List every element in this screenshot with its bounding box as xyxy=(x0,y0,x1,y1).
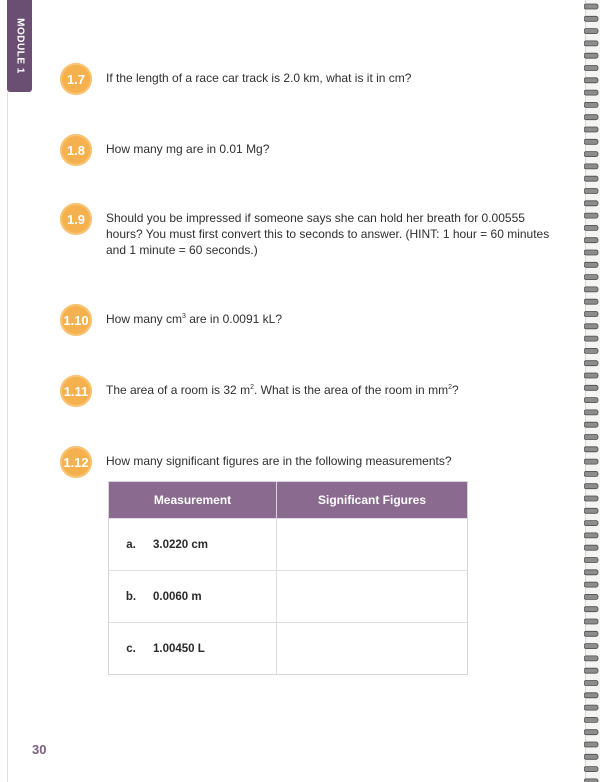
spiral-coil xyxy=(584,508,598,513)
column-header-significant-figures: Significant Figures xyxy=(317,493,426,507)
spiral-coil xyxy=(584,668,598,673)
spiral-coil xyxy=(584,521,598,526)
spiral-coil xyxy=(584,41,598,46)
measurement-value: 0.0060 m xyxy=(153,590,202,603)
spiral-coil xyxy=(584,730,598,735)
question-number-badge: 1.10 xyxy=(60,304,92,336)
spiral-coil xyxy=(584,361,598,366)
spiral-coil xyxy=(584,225,598,230)
measurement-cell xyxy=(109,623,277,674)
spiral-coil xyxy=(584,250,598,255)
question-text: Should you be impressed if someone says she can hold her breath for 0.00555 hours? You must first convert this to seconds to answer. (HINT: 1 hour = 60 minutes and 1 minute = 60 seconds.) xyxy=(106,211,550,257)
question-text: The area of a room is 32 $m^2$. What is the area of the room in $mm^2$? xyxy=(106,383,459,397)
spiral-coil xyxy=(584,410,598,415)
measurement-value: 1.00450 L xyxy=(153,642,205,655)
answer-cell[interactable] xyxy=(277,519,467,570)
spiral-coil xyxy=(584,631,598,636)
row-label: a. xyxy=(126,538,136,551)
spiral-coil xyxy=(584,348,598,353)
spiral-coil xyxy=(584,275,598,280)
table-row xyxy=(109,622,467,674)
spiral-coil xyxy=(584,717,598,722)
measurement-cell xyxy=(109,519,277,570)
spiral-coil xyxy=(584,705,598,710)
spiral-coil xyxy=(584,607,598,612)
spiral-coil xyxy=(584,447,598,452)
spiral-coil xyxy=(584,681,598,686)
row-label: b. xyxy=(125,590,137,603)
question-number-badge: 1.12 xyxy=(60,446,92,478)
spiral-coil xyxy=(584,373,598,378)
spiral-coil xyxy=(584,53,598,58)
margin-rule xyxy=(7,92,8,782)
spiral-coil xyxy=(584,189,598,194)
question-number-badge: 1.9 xyxy=(60,203,92,235)
spiral-coil xyxy=(584,545,598,550)
module-tab-label: MODULE 1 xyxy=(14,18,25,74)
measurement-cell xyxy=(109,571,277,622)
spiral-coil xyxy=(584,176,598,181)
spiral-coil xyxy=(584,754,598,759)
spiral-coil xyxy=(584,4,598,9)
spiral-coil xyxy=(584,533,598,538)
spiral-coil xyxy=(584,471,598,476)
spiral-coil xyxy=(584,336,598,341)
question-number-badge: 1.7 xyxy=(60,63,92,95)
spiral-coil xyxy=(584,385,598,390)
question-text: If the length of a race car track is 2.0 km, what is it in cm? xyxy=(106,71,412,85)
table-header xyxy=(109,482,467,518)
page-number: 30 xyxy=(32,742,47,757)
spiral-binding xyxy=(584,0,600,782)
question-text: How many significant figures are in the following measurements? xyxy=(106,454,452,468)
spiral-coil xyxy=(584,656,598,661)
answer-cell[interactable] xyxy=(277,623,467,674)
spiral-coil xyxy=(584,127,598,132)
spiral-coil xyxy=(584,152,598,157)
spiral-coil xyxy=(584,78,598,83)
spiral-coil xyxy=(584,693,598,698)
spiral-coil xyxy=(584,201,598,206)
spiral-coil xyxy=(584,582,598,587)
table-row xyxy=(109,518,467,570)
table-row xyxy=(109,570,467,622)
question-text: How many $cm^3$ are in 0.0091 kL? xyxy=(106,312,282,326)
spiral-coil xyxy=(584,139,598,144)
spiral-coil xyxy=(584,324,598,329)
module-tab xyxy=(7,0,32,92)
spiral-coil xyxy=(584,644,598,649)
question-text: How many mg are in 0.01 Mg? xyxy=(106,142,270,156)
spiral-coil xyxy=(584,459,598,464)
sig-figs-table xyxy=(108,481,468,675)
spiral-coil xyxy=(584,29,598,34)
spiral-coil xyxy=(584,66,598,71)
spiral-coil xyxy=(584,115,598,120)
spiral-coil xyxy=(584,90,598,95)
spiral-coil xyxy=(584,238,598,243)
spiral-coil xyxy=(584,299,598,304)
spiral-coil xyxy=(584,435,598,440)
answer-cell[interactable] xyxy=(277,571,467,622)
spiral-coil xyxy=(584,484,598,489)
spiral-coil xyxy=(584,619,598,624)
spiral-coil xyxy=(584,312,598,317)
column-header-measurement: Measurement xyxy=(109,482,277,518)
spiral-coil xyxy=(584,558,598,563)
spiral-coil xyxy=(584,767,598,772)
spiral-coil xyxy=(584,594,598,599)
spiral-coil xyxy=(584,164,598,169)
spiral-coil xyxy=(584,262,598,267)
question-number-badge: 1.11 xyxy=(60,375,92,407)
spiral-coil xyxy=(584,213,598,218)
spiral-coil xyxy=(584,287,598,292)
question-number-badge: 1.8 xyxy=(60,134,92,166)
spiral-coil xyxy=(584,16,598,21)
spiral-coil xyxy=(584,742,598,747)
row-label: c. xyxy=(126,642,136,655)
spiral-coil xyxy=(584,570,598,575)
spiral-coil xyxy=(584,102,598,107)
spiral-coil xyxy=(584,422,598,427)
spiral-coil xyxy=(584,496,598,501)
measurement-value: 3.0220 cm xyxy=(153,538,208,551)
spiral-coil xyxy=(584,398,598,403)
